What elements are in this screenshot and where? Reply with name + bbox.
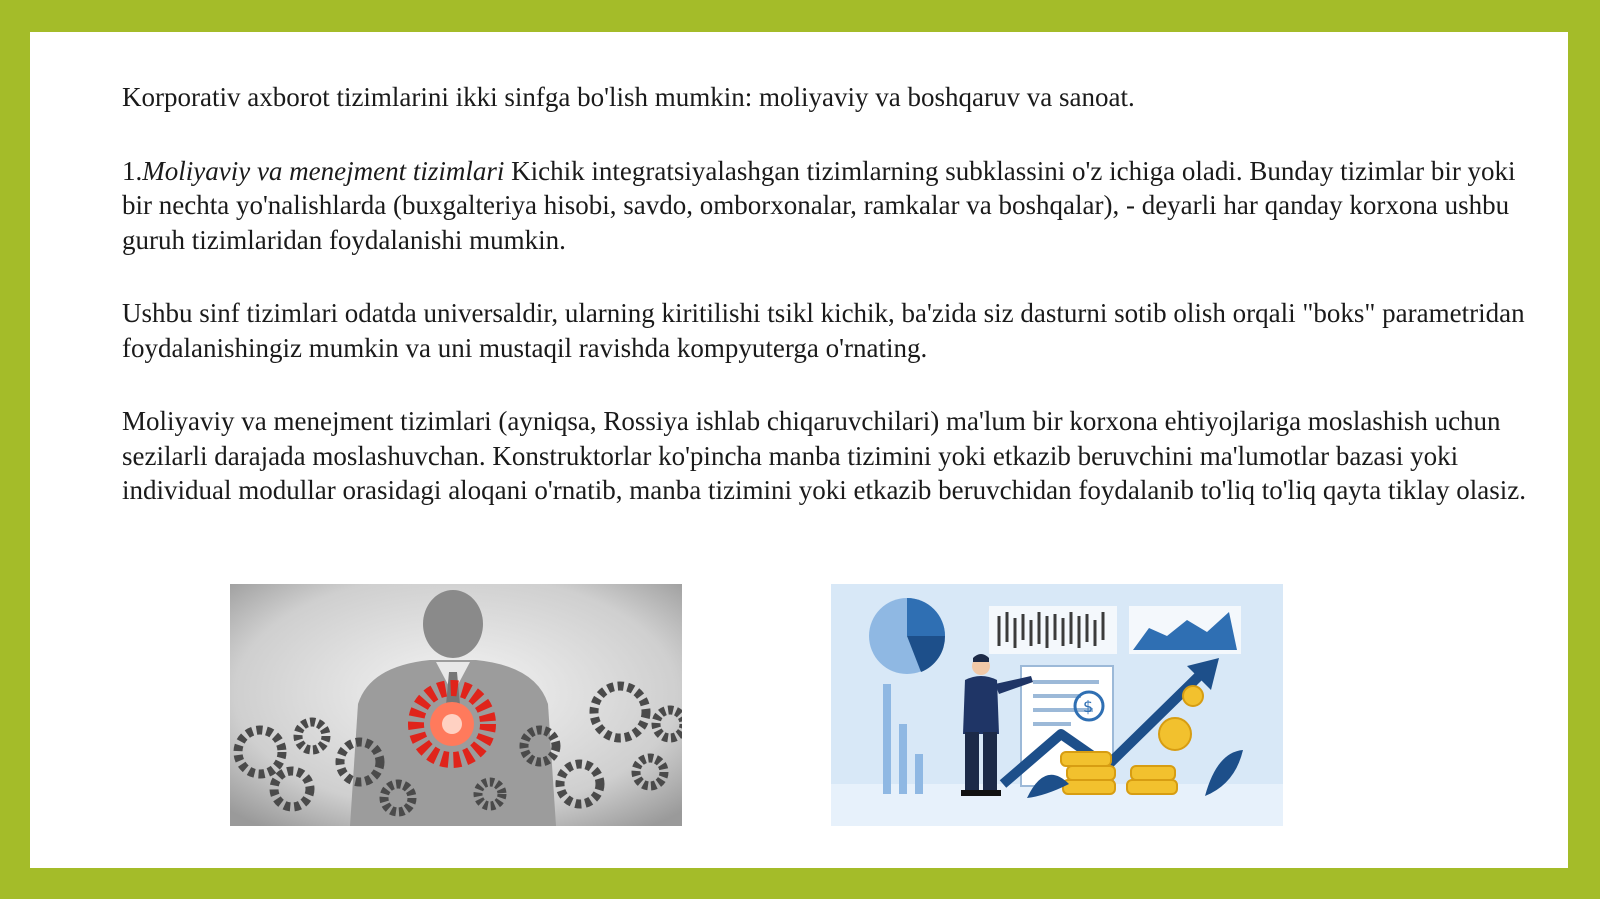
businessman-gears-image	[230, 584, 682, 826]
svg-text:$: $	[1083, 697, 1094, 716]
financial-growth-chart-icon	[831, 584, 1283, 826]
paragraph-1-number: 1.	[122, 155, 143, 186]
slide	[30, 32, 1568, 868]
paragraph-1-italic-title: Moliyaviy va menejment tizimlari	[142, 155, 505, 186]
intro-paragraph: Korporativ axborot tizimlarini ikki sinfga bo'lish mumkin: moliyaviy va boshqaruv va sanoat.	[122, 82, 1135, 112]
paragraph-3: Moliyaviy va menejment tizimlari (ayniqsa, Rossiya ishlab chiqaruvchilari) ma'lum bir korxona ehtiyojlariga moslashish uchun sezilarli darajada moslashuvchan. Konstruktorlar ko'pincha manba tizimini yoki etkazib beruvchini ma'lumotlar bazasi yoki individual modullar orasidagi aloqani o'rnatib, manba tizimini yoki etkazib beruvchidan foydalanib to'liq to'liq qayta tiklay olasiz.	[122, 406, 1526, 505]
paragraph-1	[122, 154, 1552, 258]
paragraph-2: Ushbu sinf tizimlari odatda universaldir, ularning kiritilishi tsikl kichik, ba'zida siz dasturni sotib olish orqali "boks" parametridan foydalanishingiz mumkin va uni mustaqil ravishda kompyuterga o'rnating.	[122, 298, 1525, 363]
businessman-gears-icon	[230, 584, 682, 826]
financial-growth-image	[831, 584, 1283, 826]
slide-text	[122, 80, 1552, 547]
paragraph-1-body: Kichik integratsiyalashgan tizimlarning subklassini o'z ichiga oladi. Bunday tizimlar bir yoki bir nechta yo'nalishlarda (buxgalteriya hisobi, savdo, omborxonalar, ramkalar va boshqalar), - deyarli har qanday korxona ushbu guruh tizimlaridan foydalanishi mumkin.	[122, 155, 1516, 255]
